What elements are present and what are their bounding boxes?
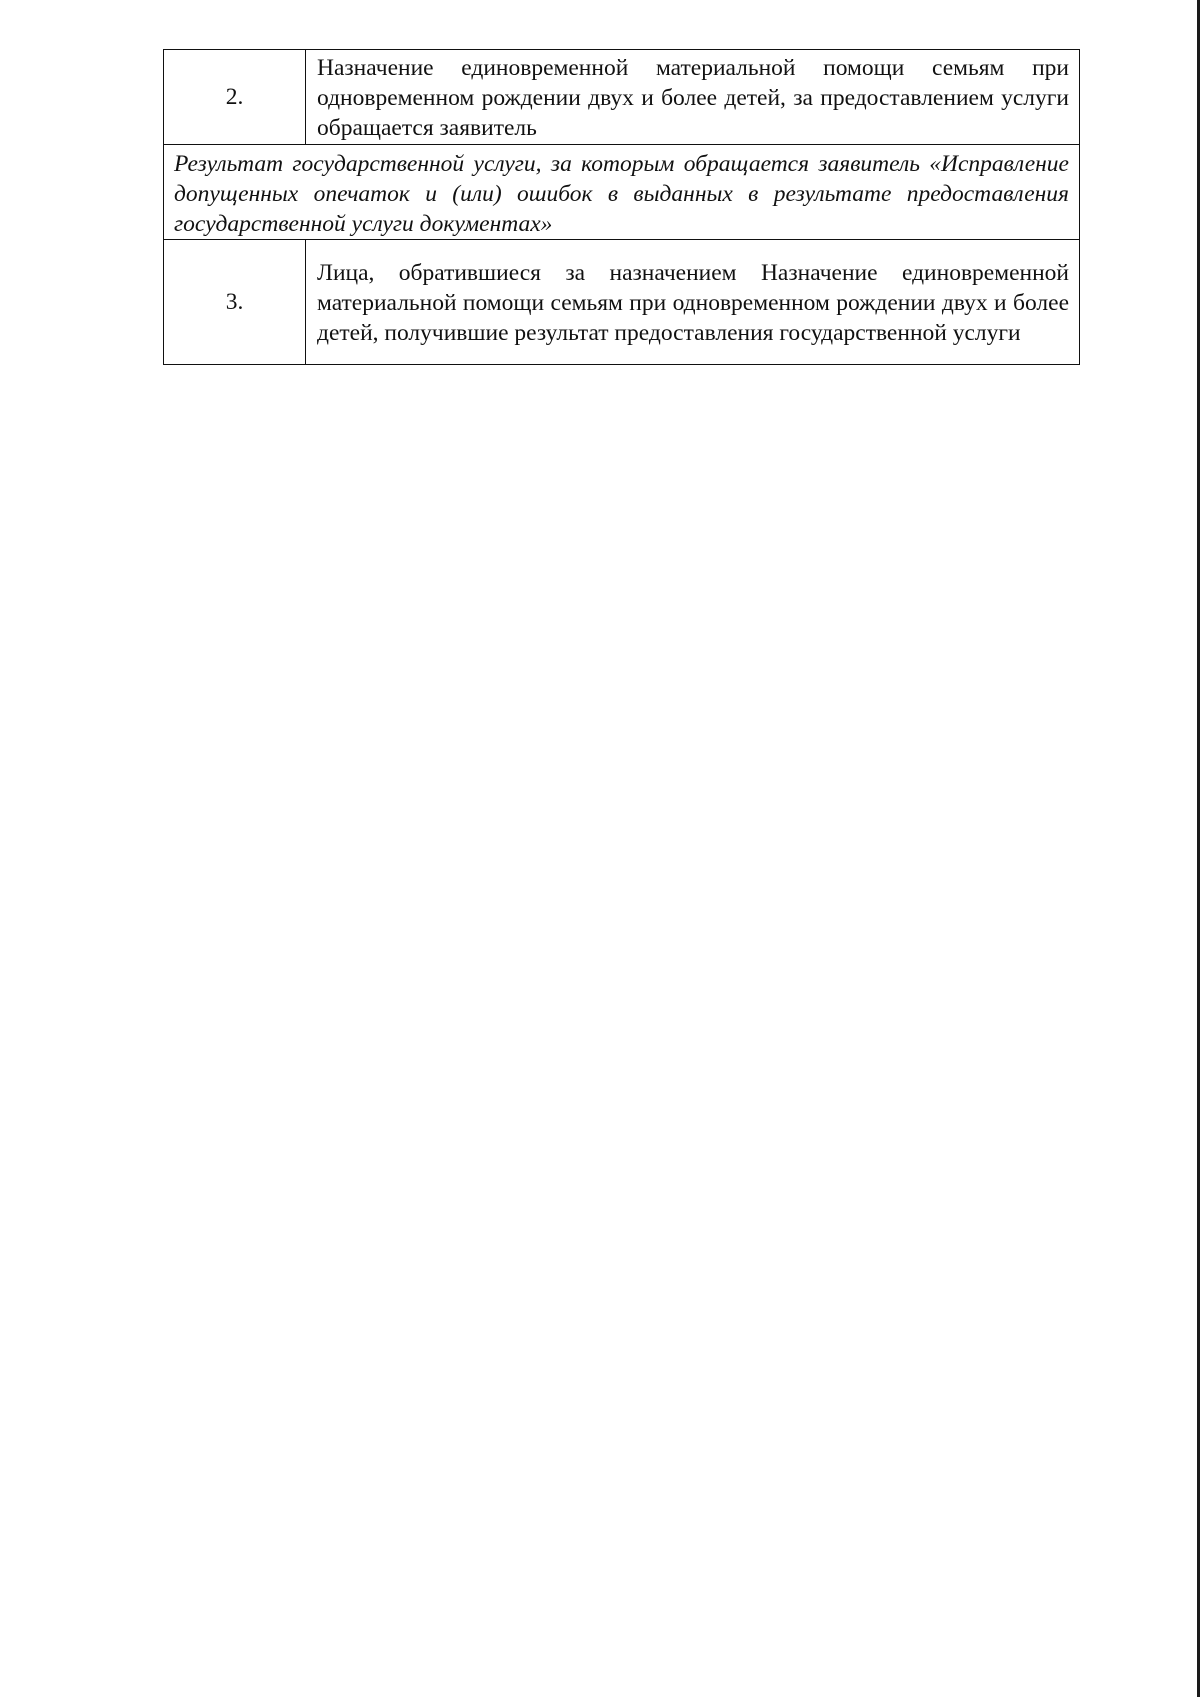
row-description: Назначение единовременной материальной помощи семьям при одновременном рождении двух и более детей, за предоставлением услуги обращается заявитель bbox=[306, 50, 1080, 145]
row-description: Лица, обратившиеся за назначением Назначение единовременной материальной помощи семьям при одновременном рождении двух и более детей, получившие результат предоставления государственной услуги bbox=[306, 240, 1080, 365]
row-number: 3. bbox=[164, 240, 306, 365]
table-row bbox=[164, 240, 1080, 365]
applicant-variants-table bbox=[163, 49, 1080, 365]
row-number: 2. bbox=[164, 50, 306, 145]
section-heading: Результат государственной услуги, за которым обращается заявитель «Исправление допущенных опечаток и (или) ошибок в выданных в результате предоставления государственной услуги документах» bbox=[164, 145, 1080, 240]
section-heading-row bbox=[164, 145, 1080, 240]
table-row bbox=[164, 50, 1080, 145]
